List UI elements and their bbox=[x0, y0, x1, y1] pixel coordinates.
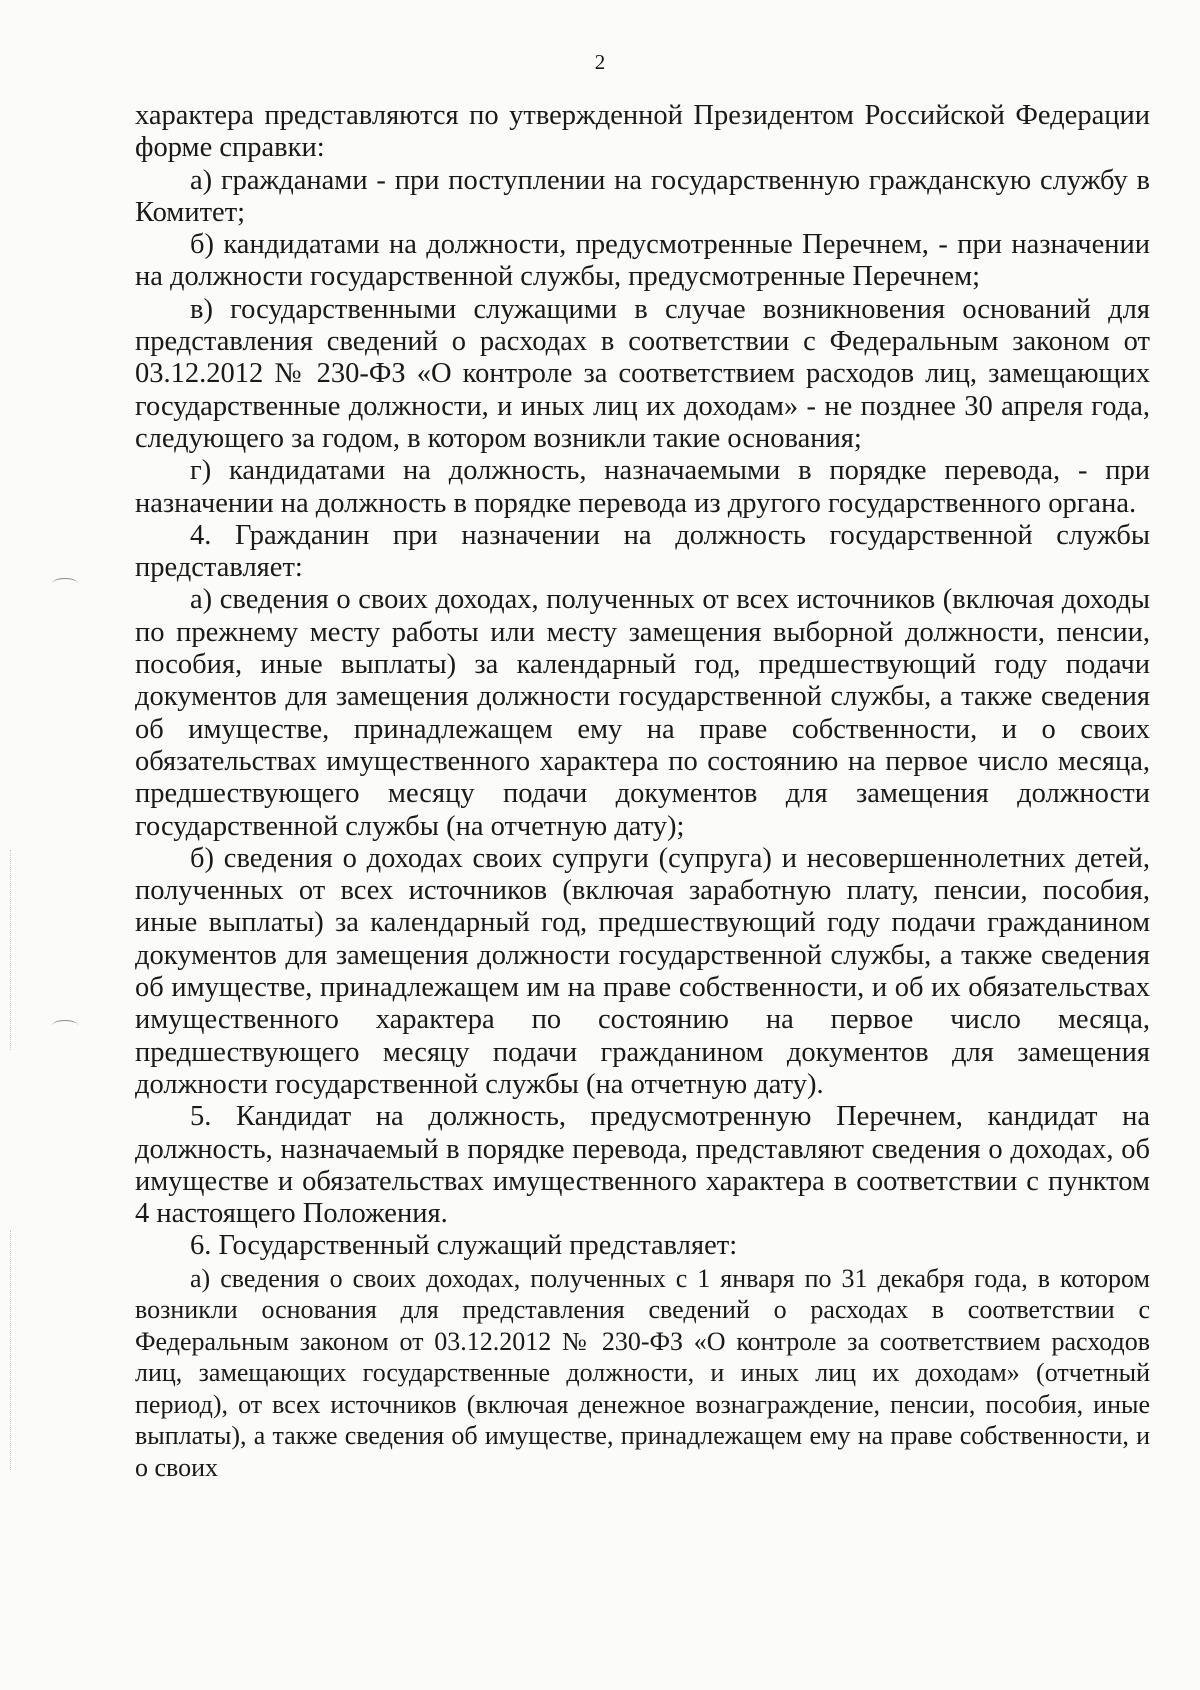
paragraph-4b: б) сведения о доходах своих супруги (супруга) и несовершеннолетних детей, полученных от всех источников (включая заработную плату, пенсии, пособия, иные выплаты) за календарный год, предшествующий году подачи гражданином документов для замещения должности государственной службы, а также сведения об имуществе, принадлежащем им на праве собственности, и об их обязательствах имущественного характера по состоянию на первое число месяца, предшествующего месяцу подачи гражданином документов для замещения должности государственной службы (на отчетную дату). bbox=[135, 842, 1150, 1100]
margin-mark bbox=[52, 578, 78, 589]
paragraph-6a: а) сведения о своих доходах, полученных с 1 января по 31 декабря года, в котором возникли основания для представления сведений о расходах в соответствии с Федеральным законом от 03.12.2012 № 230-ФЗ «О контроле за соответствием расходов лиц, замещающих государственные должности, и иных лиц их доходам» (отчетный период), от всех источников (включая денежное вознаграждение, пенсии, пособия, иные выплаты), а также сведения об имуществе, принадлежащем ему на праве собственности, и о своих bbox=[135, 1263, 1150, 1482]
paragraph-4: 4. Гражданин при назначении на должность государственной службы представляет: bbox=[135, 519, 1150, 584]
scan-noise bbox=[10, 850, 25, 1050]
paragraph-4a: а) сведения о своих доходах, полученных от всех источников (включая доходы по прежнему месту работы или месту замещения выборной должности, пенсии, пособия, иные выплаты) за календарный год, предшествующий году подачи документов для замещения должности государственной службы, а также сведения об имуществе, принадлежащем ему на праве собственности, и о своих обязательствах имущественного характера по состоянию на первое число месяца, предшествующего месяцу подачи документов для замещения должности государственной службы (на отчетную дату); bbox=[135, 584, 1150, 842]
paragraph-5: 5. Кандидат на должность, предусмотренную Перечнем, кандидат на должность, назначаемый в порядке перевода, представляют сведения о доходах, об имуществе и обязательствах имущественного характера в соответствии с пунктом 4 настоящего Положения. bbox=[135, 1101, 1150, 1230]
paragraph-3a: а) гражданами - при поступлении на государственную гражданскую службу в Комитет; bbox=[135, 164, 1150, 228]
paragraph-3v: в) государственными служащими в случае возникновения оснований для представления сведений о расходах в соответствии с Федеральным законом от 03.12.2012 № 230-ФЗ «О контроле за соответствием расходов лиц, замещающих государственные должности, и иных лиц их доходам» - не позднее 30 апреля года, следующего за годом, в котором возникли такие основания; bbox=[135, 293, 1150, 454]
paragraph-continuation: характера представляются по утвержденной Президентом Российской Федерации форме справки: bbox=[135, 100, 1150, 164]
page-number: 2 bbox=[594, 50, 606, 74]
document-body bbox=[135, 100, 1150, 1483]
paragraph-3g: г) кандидатами на должность, назначаемыми в порядке перевода, - при назначении на должность в порядке перевода из другого государственного органа. bbox=[135, 455, 1150, 519]
scan-noise bbox=[10, 1230, 25, 1470]
paragraph-6: 6. Государственный служащий представляет: bbox=[190, 1230, 738, 1262]
paragraph-3b: б) кандидатами на должности, предусмотренные Перечнем, - при назначении на должности государственной службы, предусмотренные Перечнем; bbox=[135, 229, 1150, 293]
margin-mark bbox=[52, 1020, 78, 1031]
